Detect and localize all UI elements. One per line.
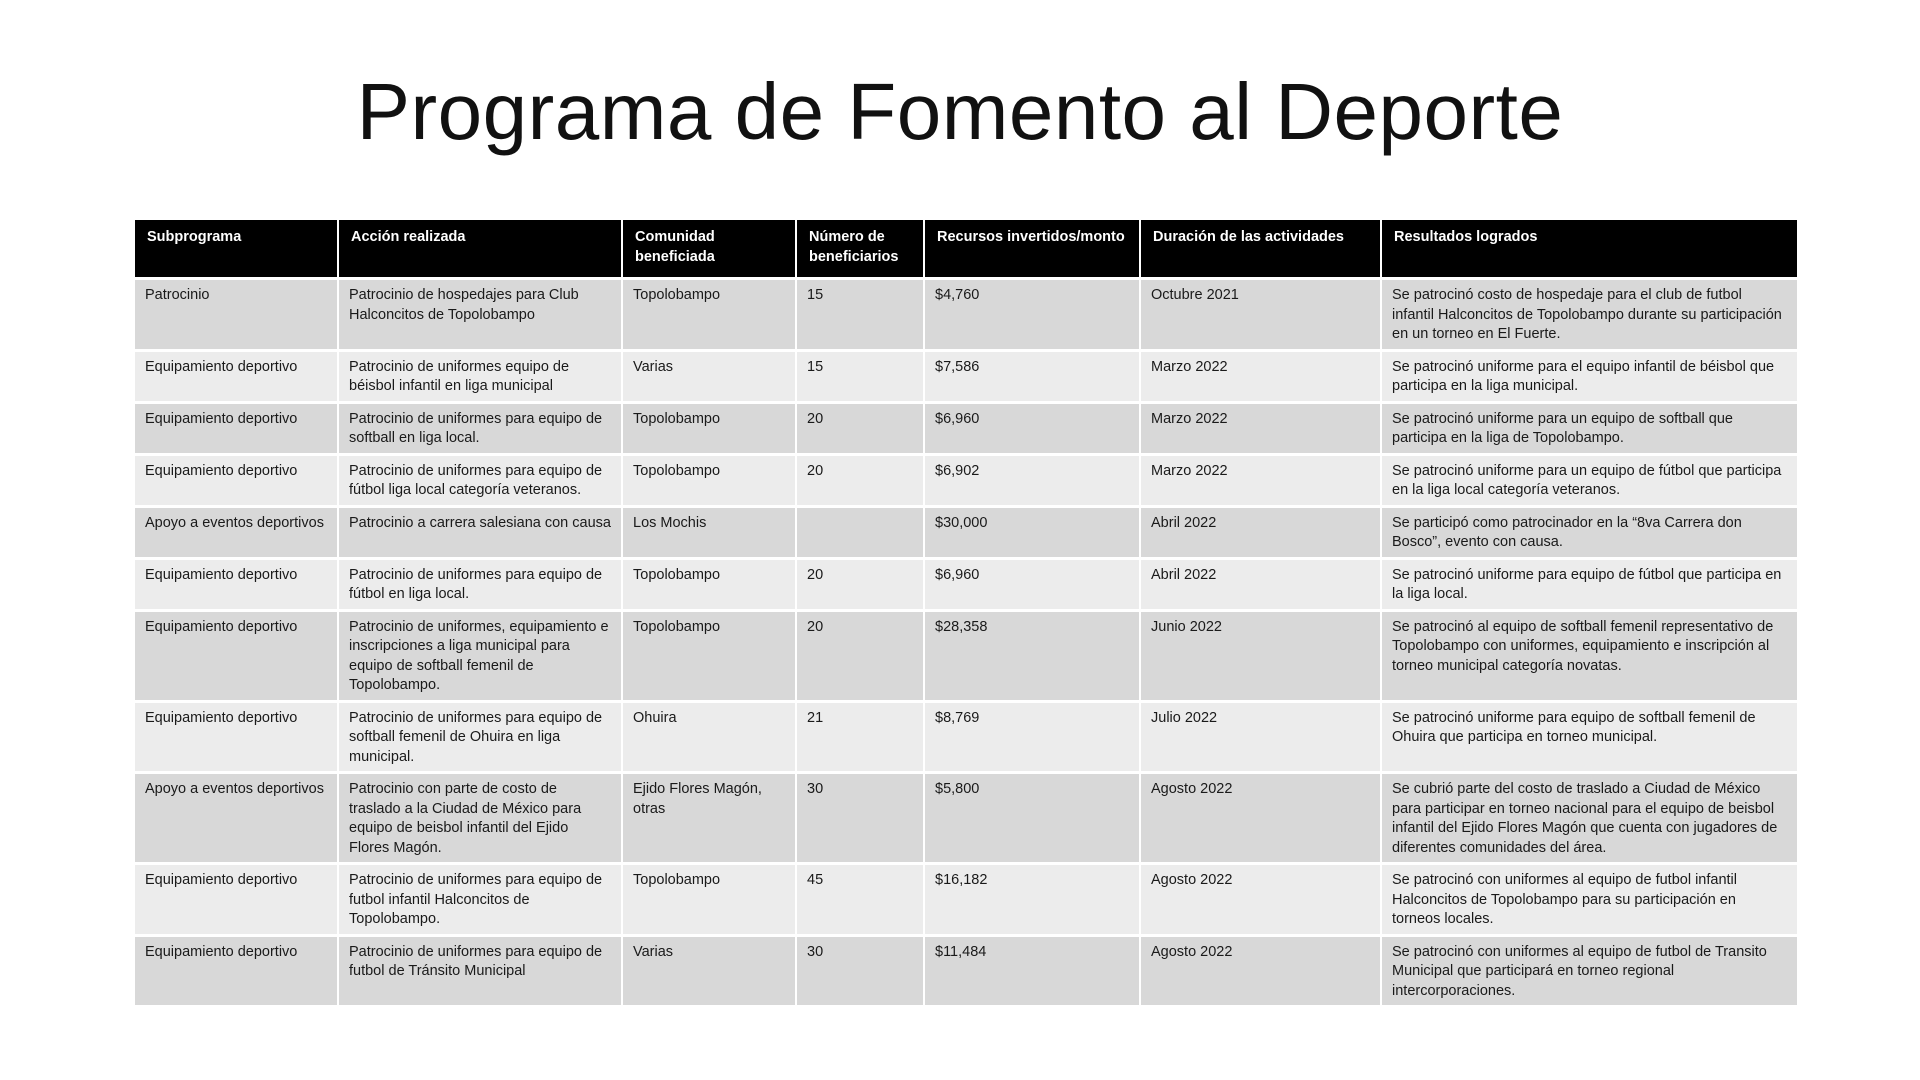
cell-accion: Patrocinio de uniformes para equipo de fútbol liga local categoría veteranos. <box>338 454 622 506</box>
cell-accion: Patrocinio de uniformes para equipo de softball en liga local. <box>338 402 622 454</box>
table-row <box>134 701 1798 773</box>
cell-monto: $30,000 <box>924 506 1140 558</box>
table-row <box>134 279 1798 351</box>
cell-resultados: Se patrocinó con uniformes al equipo de futbol de Transito Municipal que participará en torneo regional intercorporaciones. <box>1381 935 1798 1005</box>
header-beneficiarios: Número de beneficiarios <box>796 220 924 279</box>
cell-subprograma: Equipamiento deportivo <box>134 454 338 506</box>
table-row <box>134 610 1798 701</box>
cell-subprograma: Equipamiento deportivo <box>134 864 338 936</box>
cell-subprograma: Apoyo a eventos deportivos <box>134 506 338 558</box>
cell-monto: $6,960 <box>924 558 1140 610</box>
table-row <box>134 454 1798 506</box>
cell-comunidad: Los Mochis <box>622 506 796 558</box>
cell-beneficiarios: 45 <box>796 864 924 936</box>
cell-comunidad: Varias <box>622 350 796 402</box>
cell-monto: $7,586 <box>924 350 1140 402</box>
cell-resultados: Se patrocinó uniforme para equipo de softball femenil de Ohuira que participa en torneo municipal. <box>1381 701 1798 773</box>
table-row <box>134 402 1798 454</box>
header-comunidad: Comunidad beneficiada <box>622 220 796 279</box>
cell-accion: Patrocinio de uniformes para equipo de futbol infantil Halconcitos de Topolobampo. <box>338 864 622 936</box>
cell-resultados: Se cubrió parte del costo de traslado a Ciudad de México para participar en torneo nacional para el equipo de beisbol infantil del Ejido Flores Magón que cuenta con jugadores de diferentes comunidades del área. <box>1381 773 1798 864</box>
cell-duracion: Agosto 2022 <box>1140 935 1381 1005</box>
cell-accion: Patrocinio de uniformes para equipo de fútbol en liga local. <box>338 558 622 610</box>
table-row <box>134 558 1798 610</box>
cell-accion: Patrocinio a carrera salesiana con causa <box>338 506 622 558</box>
cell-duracion: Julio 2022 <box>1140 701 1381 773</box>
cell-comunidad: Varias <box>622 935 796 1005</box>
cell-resultados: Se patrocinó al equipo de softball femenil representativo de Topolobampo con uniformes, equipamiento e inscripción al torneo municipal categoría novatas. <box>1381 610 1798 701</box>
cell-duracion: Marzo 2022 <box>1140 454 1381 506</box>
cell-monto: $28,358 <box>924 610 1140 701</box>
header-subprograma: Subprograma <box>134 220 338 279</box>
cell-resultados: Se patrocinó uniforme para el equipo infantil de béisbol que participa en la liga municipal. <box>1381 350 1798 402</box>
cell-duracion: Abril 2022 <box>1140 506 1381 558</box>
cell-beneficiarios <box>796 506 924 558</box>
header-accion: Acción realizada <box>338 220 622 279</box>
cell-duracion: Marzo 2022 <box>1140 402 1381 454</box>
cell-resultados: Se patrocinó con uniformes al equipo de futbol infantil Halconcitos de Topolobampo para su participación en torneos locales. <box>1381 864 1798 936</box>
cell-beneficiarios: 15 <box>796 279 924 351</box>
cell-subprograma: Equipamiento deportivo <box>134 402 338 454</box>
cell-comunidad: Topolobampo <box>622 402 796 454</box>
cell-duracion: Agosto 2022 <box>1140 773 1381 864</box>
cell-resultados: Se patrocinó uniforme para un equipo de softball que participa en la liga de Topolobampo. <box>1381 402 1798 454</box>
cell-comunidad: Topolobampo <box>622 279 796 351</box>
table-row <box>134 350 1798 402</box>
cell-beneficiarios: 20 <box>796 454 924 506</box>
cell-comunidad: Topolobampo <box>622 610 796 701</box>
cell-monto: $6,902 <box>924 454 1140 506</box>
cell-resultados: Se patrocinó uniforme para un equipo de fútbol que participa en la liga local categoría veteranos. <box>1381 454 1798 506</box>
cell-monto: $4,760 <box>924 279 1140 351</box>
cell-comunidad: Ejido Flores Magón, otras <box>622 773 796 864</box>
cell-beneficiarios: 30 <box>796 773 924 864</box>
cell-resultados: Se patrocinó costo de hospedaje para el club de futbol infantil Halconcitos de Topolobampo durante su participación en un torneo en El Fuerte. <box>1381 279 1798 351</box>
cell-subprograma: Equipamiento deportivo <box>134 935 338 1005</box>
cell-subprograma: Apoyo a eventos deportivos <box>134 773 338 864</box>
cell-resultados: Se patrocinó uniforme para equipo de fútbol que participa en la liga local. <box>1381 558 1798 610</box>
cell-duracion: Abril 2022 <box>1140 558 1381 610</box>
cell-duracion: Marzo 2022 <box>1140 350 1381 402</box>
table-row <box>134 773 1798 864</box>
cell-accion: Patrocinio con parte de costo de traslado a la Ciudad de México para equipo de beisbol infantil del Ejido Flores Magón. <box>338 773 622 864</box>
cell-beneficiarios: 20 <box>796 402 924 454</box>
table-row <box>134 864 1798 936</box>
cell-beneficiarios: 21 <box>796 701 924 773</box>
table-body <box>134 279 1798 1006</box>
header-duracion: Duración de las actividades <box>1140 220 1381 279</box>
cell-accion: Patrocinio de uniformes equipo de béisbol infantil en liga municipal <box>338 350 622 402</box>
cell-comunidad: Topolobampo <box>622 454 796 506</box>
cell-subprograma: Equipamiento deportivo <box>134 610 338 701</box>
cell-monto: $8,769 <box>924 701 1140 773</box>
cell-beneficiarios: 15 <box>796 350 924 402</box>
cell-monto: $11,484 <box>924 935 1140 1005</box>
cell-subprograma: Equipamiento deportivo <box>134 350 338 402</box>
cell-monto: $6,960 <box>924 402 1140 454</box>
program-table <box>133 220 1799 1005</box>
cell-beneficiarios: 20 <box>796 610 924 701</box>
cell-accion: Patrocinio de uniformes para equipo de futbol de Tránsito Municipal <box>338 935 622 1005</box>
header-resultados: Resultados logrados <box>1381 220 1798 279</box>
cell-accion: Patrocinio de uniformes para equipo de softball femenil de Ohuira en liga municipal. <box>338 701 622 773</box>
header-monto: Recursos invertidos/monto <box>924 220 1140 279</box>
cell-beneficiarios: 20 <box>796 558 924 610</box>
cell-accion: Patrocinio de uniformes, equipamiento e inscripciones a liga municipal para equipo de softball femenil de Topolobampo. <box>338 610 622 701</box>
table-row <box>134 506 1798 558</box>
cell-duracion: Octubre 2021 <box>1140 279 1381 351</box>
table-row <box>134 935 1798 1005</box>
cell-subprograma: Equipamiento deportivo <box>134 558 338 610</box>
slide-title: Programa de Fomento al Deporte <box>356 67 1564 156</box>
table-header-row <box>134 220 1798 279</box>
cell-beneficiarios: 30 <box>796 935 924 1005</box>
cell-comunidad: Topolobampo <box>622 558 796 610</box>
cell-subprograma: Patrocinio <box>134 279 338 351</box>
cell-duracion: Agosto 2022 <box>1140 864 1381 936</box>
cell-duracion: Junio 2022 <box>1140 610 1381 701</box>
cell-accion: Patrocinio de hospedajes para Club Halconcitos de Topolobampo <box>338 279 622 351</box>
cell-monto: $5,800 <box>924 773 1140 864</box>
cell-comunidad: Ohuira <box>622 701 796 773</box>
cell-comunidad: Topolobampo <box>622 864 796 936</box>
cell-monto: $16,182 <box>924 864 1140 936</box>
cell-subprograma: Equipamiento deportivo <box>134 701 338 773</box>
cell-resultados: Se participó como patrocinador en la “8va Carrera don Bosco”, evento con causa. <box>1381 506 1798 558</box>
